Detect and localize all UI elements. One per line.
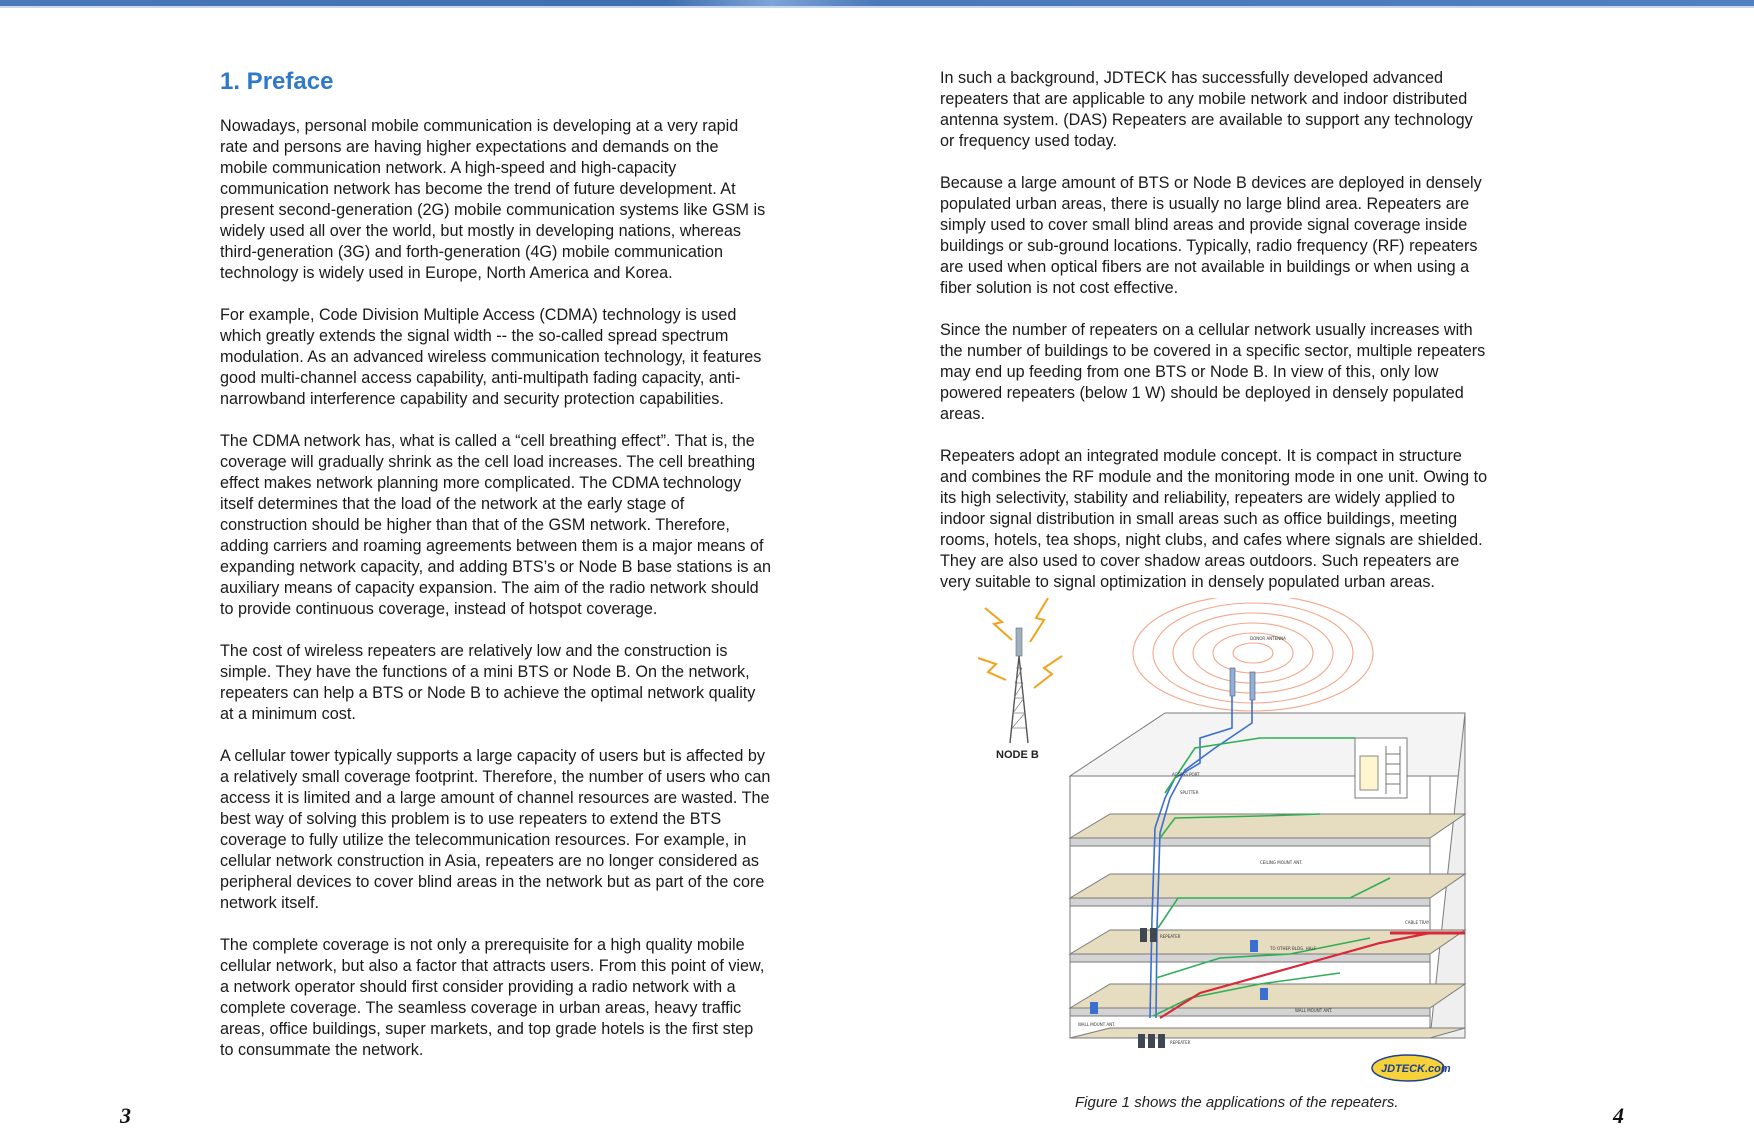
page-number-right: 4 — [1613, 1103, 1624, 1128]
right-paragraph-4: Repeaters adopt an integrated module concept. It is compact in structure and combines the RF module and the monitoring mode in one unit. Owing to its high selectivity, stability and reliability, repeaters are widely applied to indoor signal distribution in small areas such as office buildings, meeting rooms, hotels, tea shops, night clubs, and cafes where signals are shielded. They are also used to cover shadow areas outdoors. Such repeaters are very suitable to signal optimization in densely populated urban areas. — [940, 447, 1488, 591]
figure-caption: Figure 1 shows the applications of the repeaters. — [1075, 1094, 1399, 1111]
repeater-application-figure — [960, 598, 1480, 1088]
section-heading-preface: 1. Preface — [220, 68, 334, 95]
node-b-label: NODE B — [996, 749, 1039, 761]
donor-antenna-label: DONOR ANTENNA — [1250, 636, 1286, 641]
right-paragraph-2: Because a large amount of BTS or Node B devices are deployed in densely populated urban areas, there is usually no large blind area. Repeaters are simply used to cover small blind areas and provide signal coverage inside buildings or sub-ground locations. Typically, radio frequency (RF) repeaters are used when optical fibers are not available in buildings or when using a fiber solution is not cost effective. — [940, 174, 1482, 297]
ceiling-mount-ant-label: CEILING MOUNT ANT. — [1260, 860, 1303, 865]
wall-mount-ant-label-left: WALL MOUNT ANT. — [1078, 1022, 1116, 1027]
right-paragraph-3: Since the number of repeaters on a cellular network usually increases with the number of buildings to be covered in a specific sector, multiple repeaters may end up feeding from one BTS or Node B. In view of this, only low powered repeaters (below 1 W) should be deployed in densely populated areas. — [940, 321, 1486, 423]
jdteck-logo — [1372, 1055, 1451, 1081]
repeater-label-upper: REPEATER — [1160, 934, 1181, 939]
to-other-bldg-label: TO OTHER BLDG. HALF — [1270, 946, 1317, 951]
right-paragraph-1: In such a background, JDTECK has successfully developed advanced repeaters that are applicable to any mobile network and indoor distributed antenna system. (DAS) Repeaters are available to support any technology or frequency used today. — [940, 69, 1473, 150]
left-paragraph-2: For example, Code Division Multiple Access (CDMA) technology is used which greatly extends the signal width -- the so-called spread spectrum modulation. As an advanced wireless communication technology, it features good multi-channel access capability, anti-multipath fading capacity, anti- narrowband interference capability and security protection capabilities. — [220, 306, 762, 408]
right-page-column — [940, 68, 1560, 614]
page-number-left: 3 — [120, 1103, 131, 1128]
left-paragraph-1: Nowadays, personal mobile communication is developing at a very rapid rate and persons are having higher expectations and demands on the mobile communication network. A high-speed and high-capacity communication network has become the trend of future development. At present second-generation (2G) mobile communication systems like GSM is widely used all over the world, but mostly in developing nations, whereas third-generation (3G) and forth-generation (4G) mobile communication technology is widely used in Europe, North America and Korea. — [220, 117, 766, 282]
left-paragraph-5: A cellular tower typically supports a large capacity of users but is affected by a relatively small coverage footprint. Therefore, the number of users who can access it is limited and a large amount of channel resources are wasted. The best way of solving this problem is to use repeaters to extend the BTS coverage to fully utilize the telecommunication resources. For example, in cellular network construction in Asia, repeaters are no longer considered as peripheral devices to cover blind areas in the network but as part of the core network itself. — [220, 747, 771, 912]
access-port-label: ACCESS PORT — [1172, 772, 1200, 777]
node-b-tower-icon — [978, 598, 1062, 761]
wall-mount-ant-label-right: WALL MOUNT ANT. — [1295, 1008, 1333, 1013]
splitter-label: SPLITTER — [1180, 790, 1199, 795]
left-paragraph-3: The CDMA network has, what is called a “cell breathing effect”. That is, the coverage will gradually shrink as the cell load increases. The cell breathing effect makes network planning more complicated. The CDMA technology itself determines that the load of the network at the early stage of construction should be higher than that of the GSM network. Therefore, adding carriers and roaming agreements between them is a major means of expanding network capacity, and adding BTS’s or Node B base stations is an auxiliary means of capacity expansion. The aim of the radio network should to provide continuous coverage, instead of hotspot coverage. — [220, 432, 772, 618]
left-page-column — [220, 68, 845, 1082]
left-paragraph-6: The complete coverage is not only a prerequisite for a high quality mobile cellular network, but also a factor that attracts users. From this point of view, a network operator should first consider providing a radio network with a complete coverage. The seamless coverage in urban areas, heavy traffic areas, office buildings, super markets, and top grade hotels is the first step to consummate the network. — [220, 936, 765, 1059]
cable-tray-label: CABLE TRAY — [1405, 920, 1430, 925]
repeater-label-lower: REPEATER — [1170, 1040, 1191, 1045]
jdteck-logo-text: JDTECK.com — [1381, 1063, 1451, 1075]
figure-illustration — [960, 598, 1480, 1088]
left-paragraph-4: The cost of wireless repeaters are relatively low and the construction is simple. They have the functions of a mini BTS or Node B. On the network, repeaters can help a BTS or Node B to achieve the optimal network quality at a minimum cost. — [220, 642, 756, 723]
top-rule-shadow — [0, 6, 1754, 8]
